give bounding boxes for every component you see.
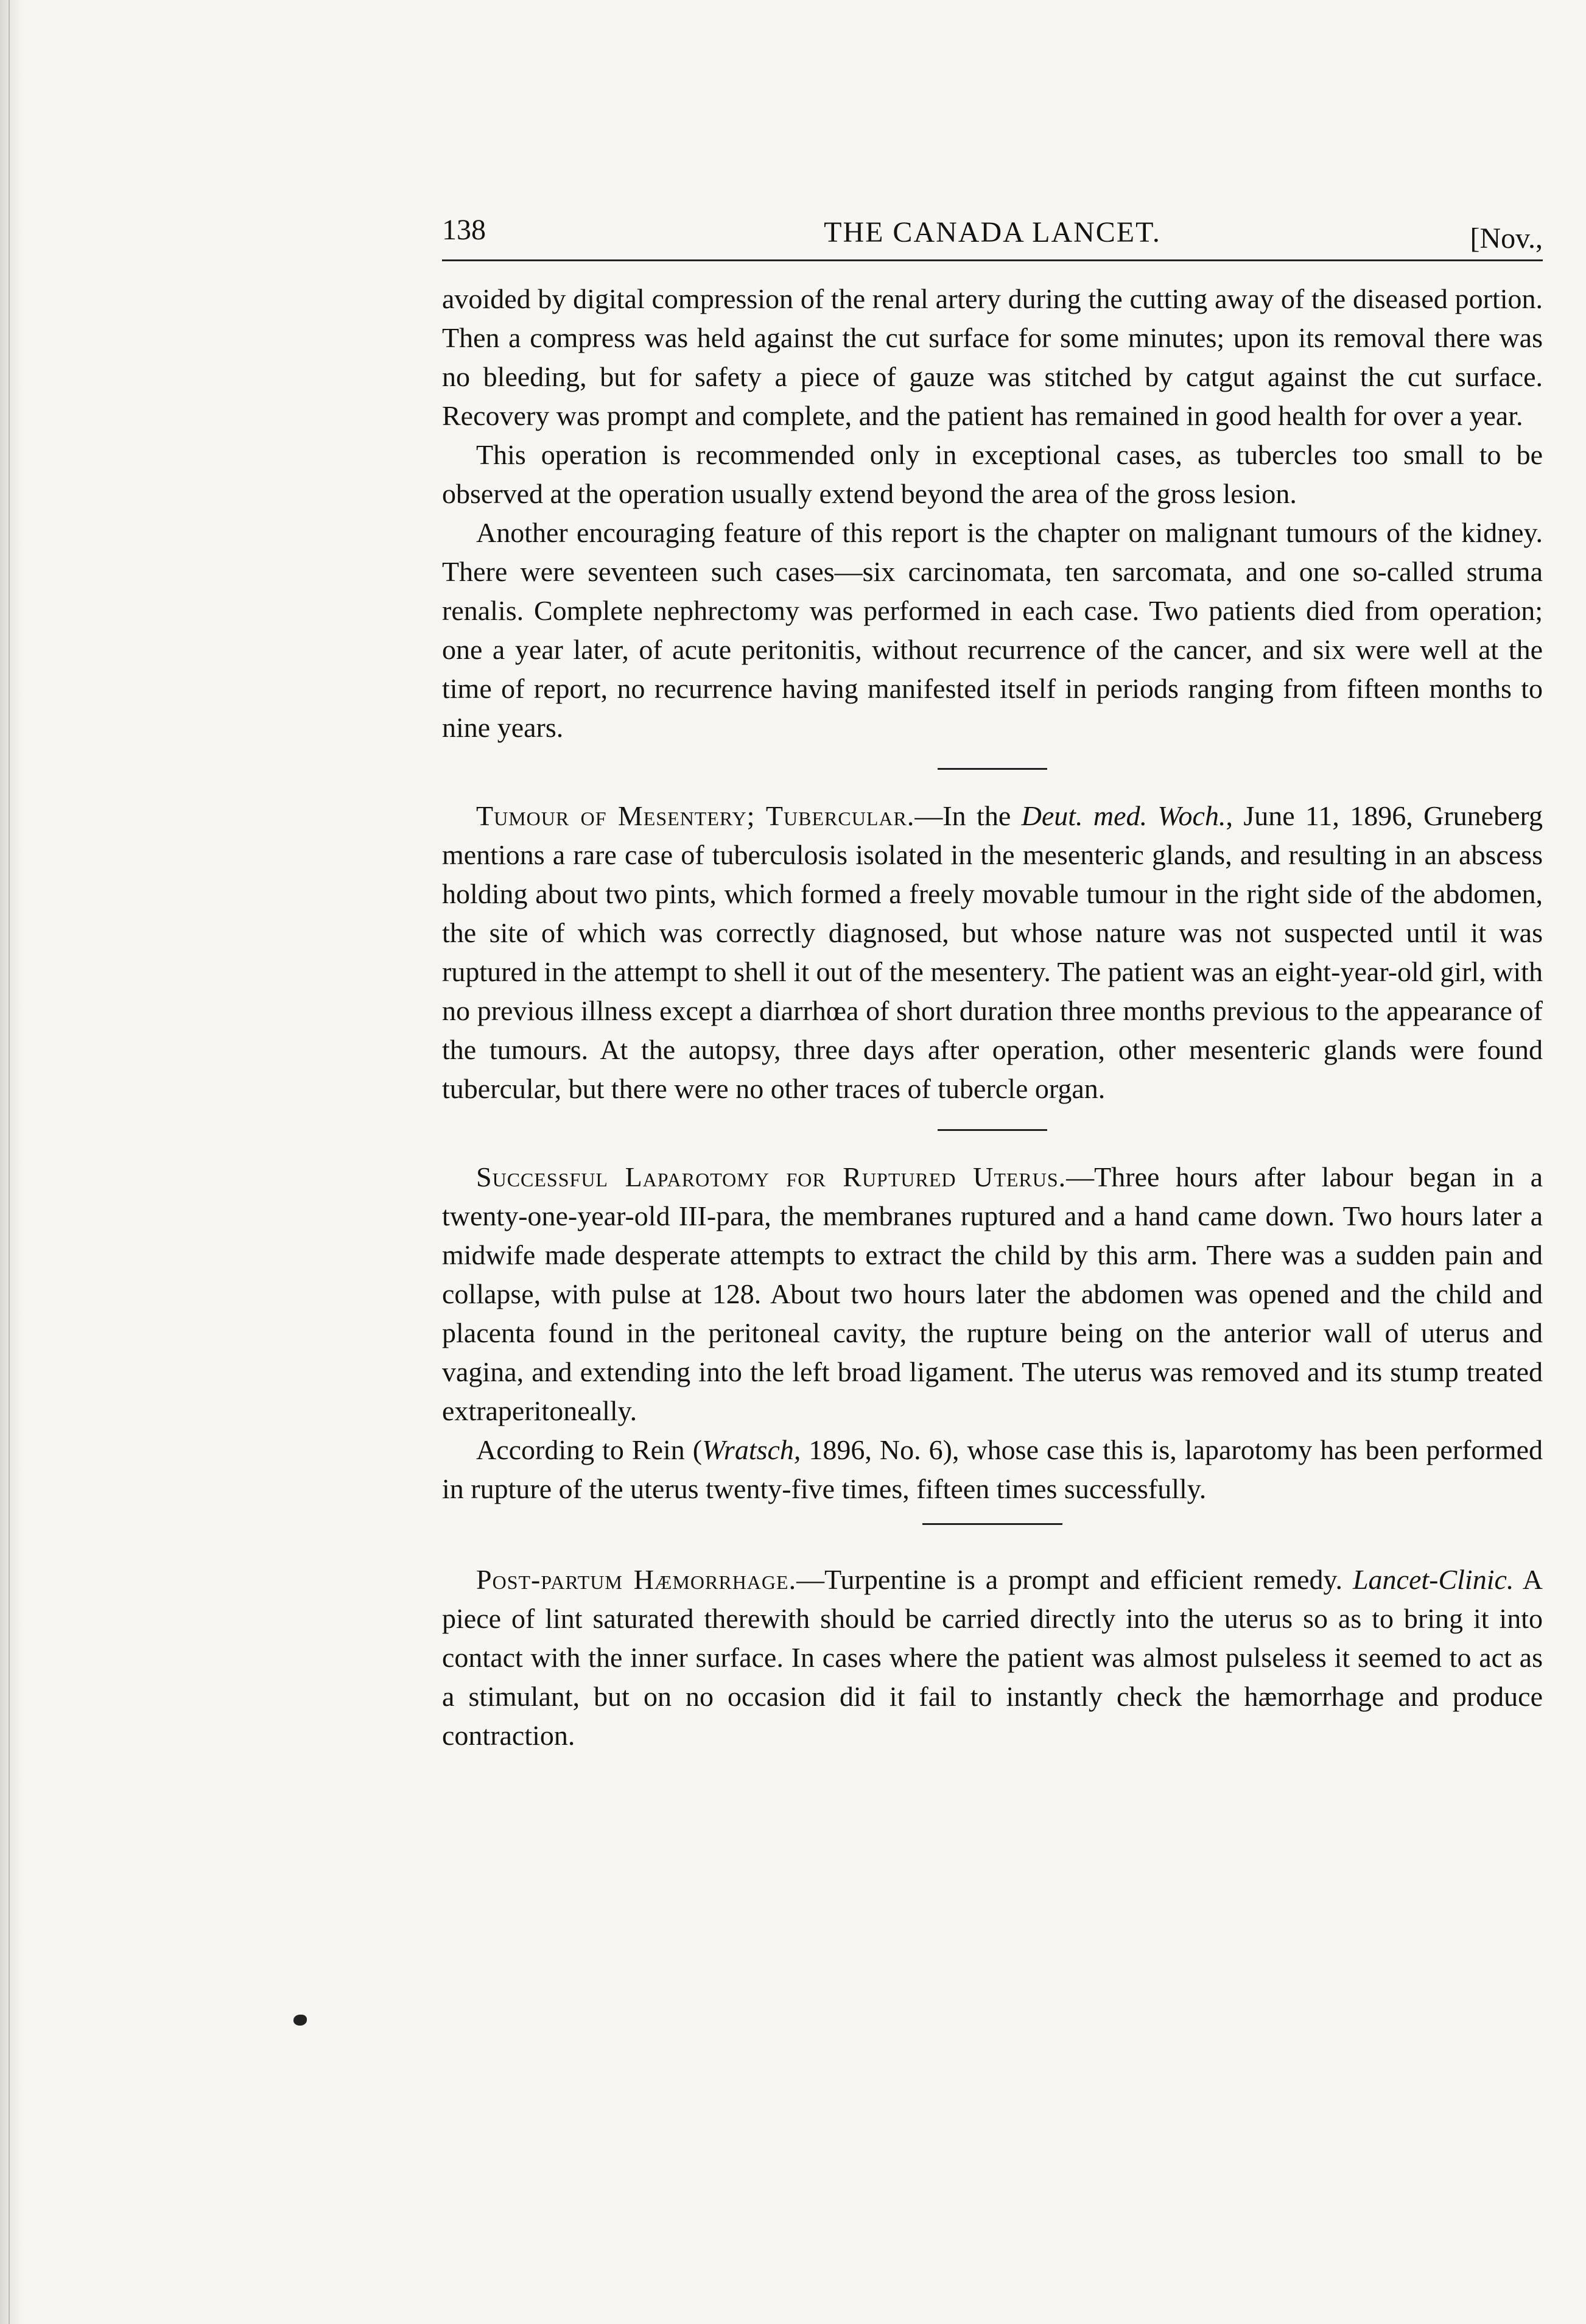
running-title: THE CANADA LANCET. — [824, 216, 1161, 248]
gutter-line — [9, 0, 10, 2324]
text-run: , June 11, 1896, Gruneberg mentions a rare case of tuberculosis isolated in the mesenteric glands, and resulting in an abscess holding about two pints, which formed a freely movable tumour in the right side of the abdomen, the site of which was correctly diagnosed, but whose nature was not suspected until it was ruptured in the attempt to shell it out of the mesentery. The patient was an eight-year-old girl, with no previous illness except a diarrhœa of short duration three months previous to the appearance of the tumours. At the autopsy, three days after operation, other mesenteric glands were found tubercular, but there were no other traces of tubercle organ. — [442, 800, 1543, 1104]
journal-title: Deut. med. Woch. — [1021, 800, 1226, 831]
text-run: A piece of lint saturated therewith should be carried directly into the uterus so as to bring it into contact with the inner surface. In cases where the patient was almost pulseless it seemed to act as a stimulant, but on no occasion did it fail to instantly check the hæmorrhage and produce contraction. — [442, 1564, 1543, 1751]
section-divider — [922, 1523, 1062, 1525]
page-number: 138 — [442, 214, 486, 246]
text-run: —In the — [914, 800, 1022, 831]
section-divider — [938, 768, 1047, 770]
section-heading: Post-partum Hæmorrhage. — [476, 1564, 797, 1595]
paragraph: avoided by digital compression of the renal artery during the cutting away of the diseased portion. Then a compress was held against the cut surface for some minutes; upon its removal there was no bleeding, but for safety a piece of gauze was stitched by catgut against the cut surface. Recovery was prompt and complete, and the patient has remained in good health for over a year. — [442, 283, 1543, 431]
paragraph: Another encouraging feature of this report is the chapter on malignant tumours of the kidney. There were seventeen such cases—six carcinomata, ten sarcomata, and one so-called struma renalis. Complete nephrectomy was performed in each case. Two patients died from operation; one a year later, of acute peritonitis, without recurrence of the cancer, and six were well at the time of report, no recurrence having manifested itself in periods ranging from fifteen months to nine years. — [442, 517, 1543, 743]
journal-title: Wratsch, — [702, 1434, 801, 1465]
section-heading: Successful Laparotomy for Ruptured Uterus. — [476, 1161, 1067, 1192]
text-run: According to Rein ( — [476, 1434, 703, 1465]
source-title: Lancet-Clinic. — [1352, 1564, 1514, 1595]
ink-mark — [293, 2015, 307, 2026]
laparotomy-paragraph-2 — [442, 1431, 1543, 1509]
page — [442, 207, 1543, 1755]
text-run: 1896, No. 6), whose case this is, laparotomy has been performed in rupture of the uterus twenty-five times, fifteen times successfully. — [442, 1434, 1543, 1504]
page-header — [442, 207, 1543, 261]
section-heading: Tumour of Mesentery; Tubercular. — [476, 800, 915, 831]
haemorrhage-paragraph — [442, 1560, 1543, 1755]
scan-gutter — [0, 0, 24, 2324]
tumour-paragraph — [442, 797, 1543, 1108]
text-run: —Turpentine is a prompt and efficient remedy. — [796, 1564, 1353, 1595]
article-body — [442, 280, 1543, 1755]
issue-month: [Nov., — [1470, 222, 1543, 255]
text-run: —Three hours after labour began in a twenty-one-year-old III-para, the membranes ruptured and a hand came down. Two hours later a midwife made desperate attempts to extract the child by this arm. There was a sudden pain and collapse, with pulse at 128. About two hours later the abdomen was opened and the child and placenta found in the peritoneal cavity, the rupture being on the anterior wall of uterus and vagina, and extending into the left broad ligament. The uterus was removed and its stump treated extraperitoneally. — [442, 1161, 1543, 1426]
section-divider — [938, 1129, 1047, 1131]
laparotomy-paragraph — [442, 1158, 1543, 1431]
paragraph: This operation is recommended only in exceptional cases, as tubercles too small to be observed at the operation usually extend beyond the area of the gross lesion. — [442, 439, 1543, 509]
